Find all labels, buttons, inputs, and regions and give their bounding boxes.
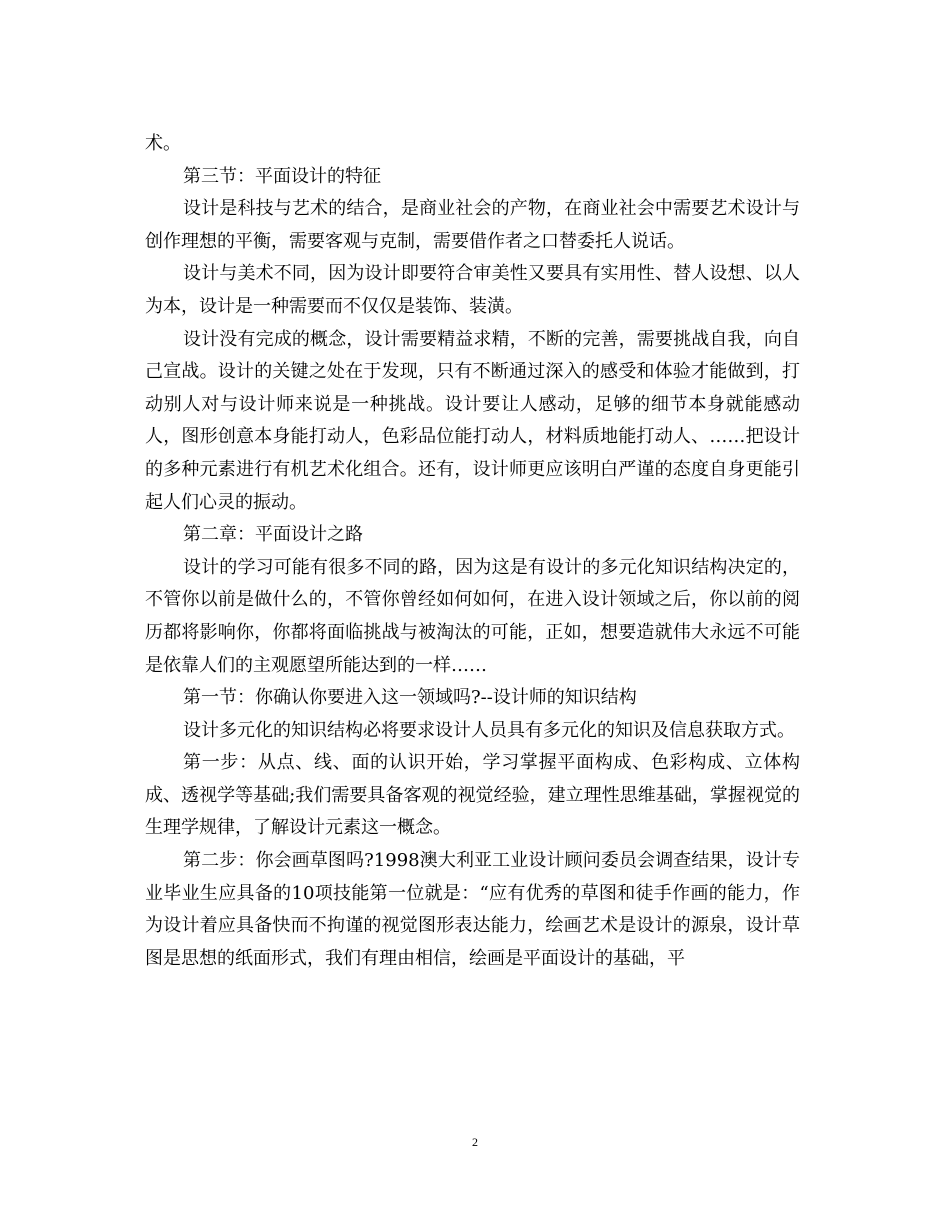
paragraph: 设计没有完成的概念，设计需要精益求精，不断的完善，需要挑战自我，向自己宣战。设计的关键之处在于发现，只有不断通过深入的感受和体验才能做到，打动别人对与设计师来说是一种挑战。设计要让人感动，足够的细节本身就能感动人，图形创意本身能打动人，色彩品位能打动人，材料质地能打动人、……把设计的多种元素进行有机艺术化组合。还有，设计师更应该明白严谨的态度自身更能引起人们心灵的振动。 [145,328,800,513]
section-heading-3: 第三节：平面设计的特征 [183,165,381,187]
paragraph: 设计的学习可能有很多不同的路，因为这是有设计的多元化知识结构决定的，不管你以前是做什么的，不管你曾经如何如何，在进入设计领域之后，你以前的阅历都将影响你，你都将面临挑战与被淘汰的可能，正如，想要造就伟大永远不可能是依靠人们的主观愿望所能达到的一样…… [145,556,800,676]
paragraph: 设计与美术不同，因为设计即要符合审美性又要具有实用性、替人设想、以人为本，设计是一种需要而不仅仅是装饰、装潢。 [145,263,800,317]
section-heading-1: 第一节：你确认你要进入这一领域吗?--设计师的知识结构 [183,687,637,709]
paragraph-step-1: 第一步：从点、线、面的认识开始，学习掌握平面构成、色彩构成、立体构成、透视学等基础;我们需要具备客观的视觉经验，建立理性思维基础，掌握视觉的生理学规律，了解设计元素这一概念。 [145,752,800,839]
paragraph: 设计是科技与艺术的结合，是商业社会的产物，在商业社会中需要艺术设计与创作理想的平衡，需要客观与克制，需要借作者之口替委托人说话。 [145,198,800,252]
page-body [145,128,800,975]
paragraph: 设计多元化的知识结构必将要求设计人员具有多元化的知识及信息获取方式。 [183,719,795,741]
paragraph-continuation: 术。 [145,133,181,154]
paragraph-step-2: 第二步：你会画草图吗?1998澳大利亚工业设计顾问委员会调查结果，设计专业毕业生应具备的10项技能第一位就是：“应有优秀的草图和徒手作画的能力，作为设计着应具备快而不拘谨的视觉图形表达能力，绘画艺术是设计的源泉，设计草图是思想的纸面形式，我们有理由相信，绘画是平面设计的基础，平 [145,850,800,969]
page-number: 2 [472,1135,478,1149]
chapter-heading-2: 第二章：平面设计之路 [183,524,363,546]
